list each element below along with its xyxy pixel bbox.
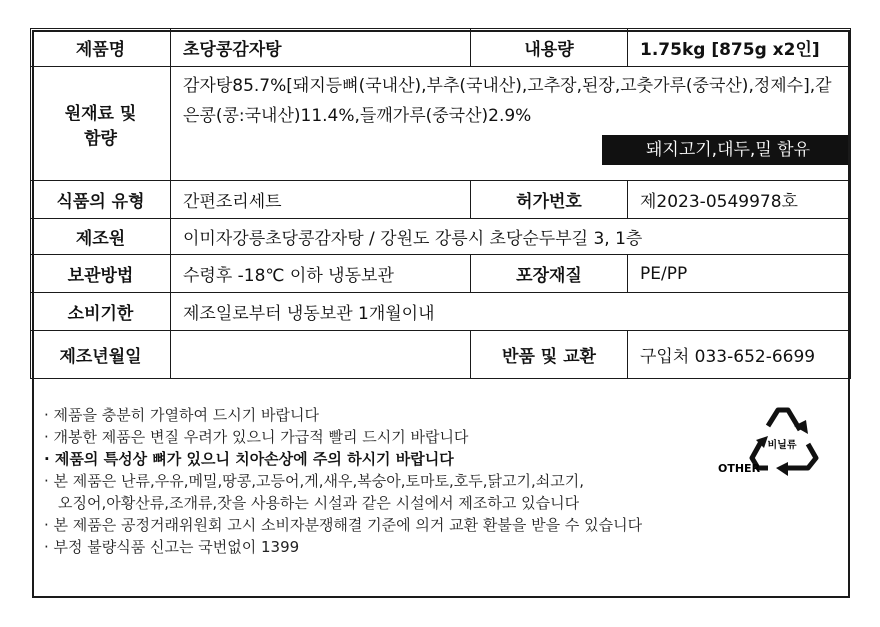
mfg-date-label: 제조년월일 bbox=[31, 331, 171, 379]
note-bones-warning: · 제품의 특성상 뼈가 있으니 치아손상에 주의 하시기 바랍니다 bbox=[44, 450, 454, 468]
note-allergen-facility: · 본 제품은 난류,우유,메밀,땅콩,고등어,게,새우,복숭아,토마토,호두,닭고기,쇠고기, bbox=[44, 472, 584, 490]
ingredients-label-line1: 원재료 및 bbox=[64, 103, 137, 124]
product-name-label: 제품명 bbox=[31, 29, 171, 67]
expiry-value: 제조일로부터 냉동보관 1개월이내 bbox=[171, 293, 851, 331]
packaging-label: 포장재질 bbox=[471, 255, 628, 293]
note-allergen-facility-cont: 오징어,아황산류,조개류,잣을 사용하는 시설과 같은 시설에서 제조하고 있습니다 bbox=[58, 494, 580, 512]
net-content-value: 1.75kg [875g x2인] bbox=[628, 29, 851, 67]
food-type-label: 식품의 유형 bbox=[31, 181, 171, 219]
ingredients-label-line2: 함량 bbox=[84, 128, 117, 149]
expiry-label: 소비기한 bbox=[31, 293, 171, 331]
storage-value: 수령후 -18℃ 이하 냉동보관 bbox=[171, 255, 471, 293]
note-refund: · 본 제품은 공정거래위원회 고시 소비자분쟁해결 기준에 의거 교환 환불을 받을 수 있습니다 bbox=[44, 516, 643, 534]
allergen-badge: 돼지고기,대두,밀 함유 bbox=[602, 135, 850, 165]
note-report: · 부정 불량식품 신고는 국번없이 1399 bbox=[44, 538, 300, 556]
note-opened: · 개봉한 제품은 변질 우려가 있으니 가급적 빨리 드시기 바랍니다 bbox=[44, 428, 469, 446]
note-heating: · 제품을 충분히 가열하여 드시기 바랍니다 bbox=[44, 406, 319, 424]
notes-section bbox=[44, 404, 744, 558]
product-name-value: 초당콩감자탕 bbox=[171, 29, 471, 67]
storage-label: 보관방법 bbox=[31, 255, 171, 293]
ingredients-text: 감자탕85.7%[돼지등뼈(국내산),부추(국내산),고추장,된장,고춧가루(중국산),정제수],같은콩(콩:국내산)11.4%,들깨가루(중국산)2.9% bbox=[183, 76, 832, 126]
returns-label: 반품 및 교환 bbox=[471, 331, 628, 379]
license-value: 제2023-0549978호 bbox=[628, 181, 851, 219]
license-label: 허가번호 bbox=[471, 181, 628, 219]
returns-value: 구입처 033-652-6699 bbox=[628, 331, 851, 379]
recycle-triangle-icon bbox=[716, 400, 836, 480]
recycle-outer-text: OTHER bbox=[718, 462, 761, 475]
manufacturer-label: 제조원 bbox=[31, 219, 171, 255]
food-type-value: 간편조리세트 bbox=[171, 181, 471, 219]
packaging-value: PE/PP bbox=[628, 255, 851, 293]
manufacturer-value: 이미자강릉초당콩감자탕 / 강원도 강릉시 초당순두부길 3, 1층 bbox=[171, 219, 851, 255]
recycle-inner-text: 비닐류 bbox=[767, 440, 797, 451]
net-content-label: 내용량 bbox=[471, 29, 628, 67]
